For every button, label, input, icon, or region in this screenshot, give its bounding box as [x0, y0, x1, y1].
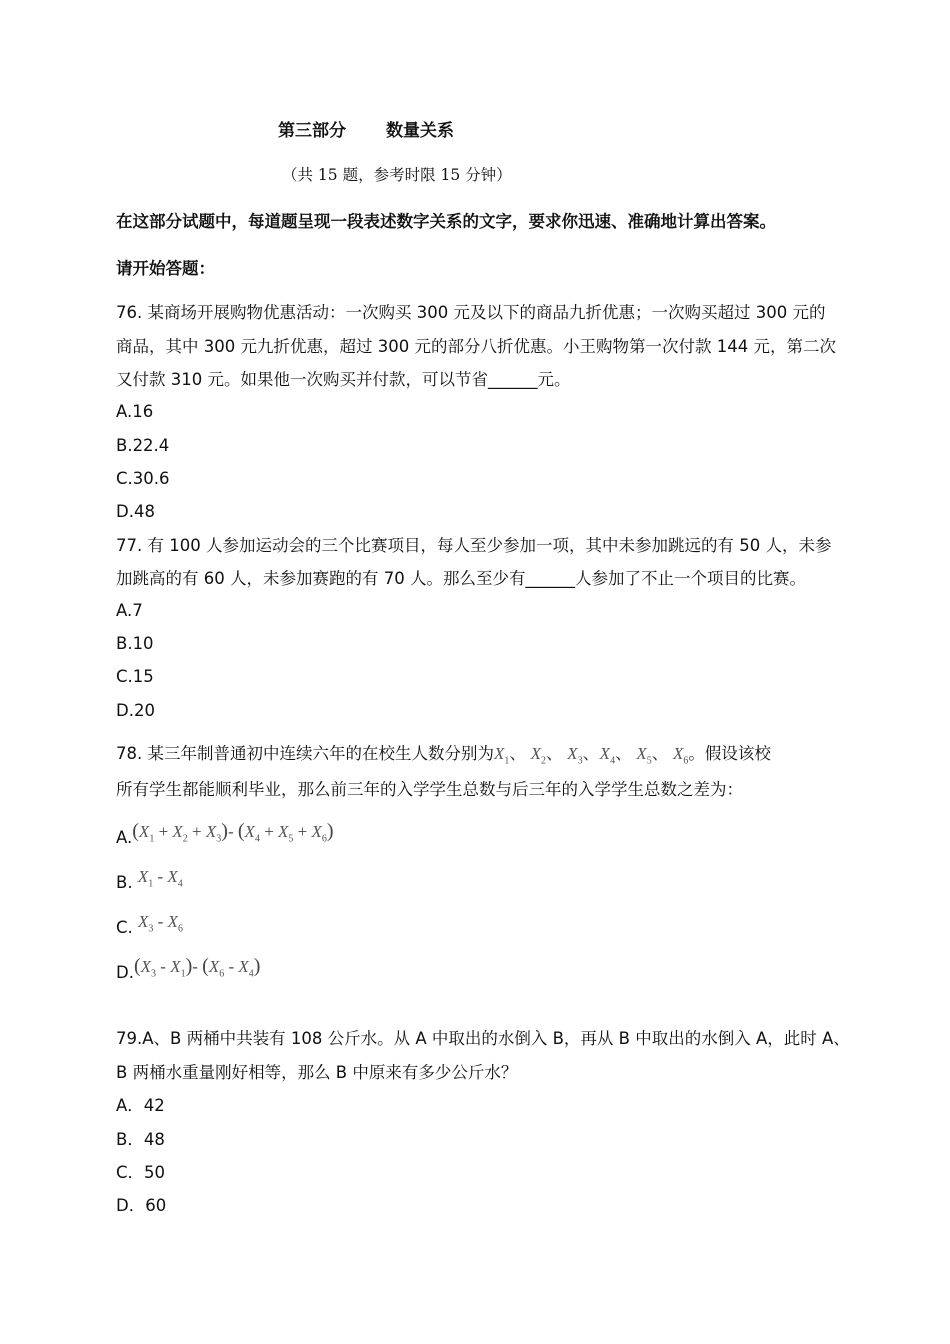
q76-option-b: B.22.4 — [116, 436, 170, 455]
q76-option-a: A.16 — [116, 402, 154, 421]
section-title — [278, 116, 454, 141]
q78-option-a — [116, 820, 334, 850]
q76-text-line2: 商品，其中 300 元九折优惠，超过 300 元的部分八折优惠。小王购物第一次付款 144 元，第二次 — [116, 337, 836, 356]
q77-option-d: D.20 — [116, 701, 155, 720]
q79-text-line1: 79.A、B 两桶中共装有 108 公斤水。从 A 中取出的水倒入 B，再从 B 中取出的水倒入 A，此时 A、 — [116, 1029, 850, 1048]
q78-text-line2: 所有学生都能顺利毕业，那么前三年的入学学生总数与后三年的入学学生总数之差为： — [116, 780, 743, 799]
section-name: 数量关系 — [386, 121, 454, 141]
q78-text-prefix: 78. 某三年制普通初中连续六年的在校生人数分别为 — [116, 744, 494, 763]
instruction: 在这部分试题中，每道题呈现一段表述数字关系的文字，要求你迅速、准确地计算出答案。 — [116, 212, 776, 231]
q78-text-suffix: 。假设该校 — [688, 744, 771, 763]
q77-option-a: A.7 — [116, 601, 143, 620]
q77-option-b: B.10 — [116, 634, 154, 653]
q79-option-b: B．48 — [116, 1130, 165, 1149]
q77-option-c: C.15 — [116, 667, 154, 686]
q78-option-c-formula: $X_3 - X_6$ — [138, 912, 183, 935]
section-subtitle: （共 15 题，参考时限 15 分钟） — [282, 166, 512, 184]
q79-option-a: A．42 — [116, 1096, 165, 1115]
q78-option-d — [116, 955, 260, 985]
q78-text-line1 — [116, 743, 771, 772]
start-prompt: 请开始答题： — [116, 259, 215, 278]
q78-option-b — [116, 866, 183, 895]
q78-option-d-label: D. — [116, 963, 134, 982]
q79-text-line2: B 两桶水重量刚好相等，那么 B 中原来有多少公斤水？ — [116, 1063, 518, 1082]
q79-option-d: D．60 — [116, 1196, 167, 1215]
q78-option-c-label: C. — [116, 918, 133, 937]
q76-option-d: D.48 — [116, 502, 155, 521]
q77-text-line1: 77. 有 100 人参加运动会的三个比赛项目，每人至少参加一项，其中未参加跳远的有 50 人，未参 — [116, 536, 832, 555]
q76-text-line3: 又付款 310 元。如果他一次购买并付款，可以节省______元。 — [116, 370, 571, 389]
q78-option-a-label: A. — [116, 828, 133, 847]
q78-variables-formula: $X_1$、 $X_2$、 $X_3$、$X_4$、 $X_5$、 $X_6$ — [494, 744, 689, 767]
q78-option-b-formula: $X_1 - X_4$ — [137, 867, 183, 890]
q78-option-c — [116, 911, 183, 940]
q78-option-a-formula: $(X_1 + X_2 + X_3)-$ $(X_4 + X_5 + X_6)$ — [132, 820, 334, 845]
q78-option-b-label: B. — [116, 873, 133, 892]
q77-text-line2: 加跳高的有 60 人，未参加赛跑的有 70 人。那么至少有______人参加了不止一个项目的比赛。 — [116, 569, 806, 588]
q79-option-c: C．50 — [116, 1163, 166, 1182]
q78-option-d-formula: $(X_3 - X_1)-$ $(X_6 - X_4)$ — [133, 955, 261, 980]
q76-text-line1: 76. 某商场开展购物优惠活动：一次购买 300 元及以下的商品九折优惠；一次购买超过 300 元的 — [116, 303, 826, 322]
section-part: 第三部分 — [278, 121, 346, 141]
q76-option-c: C.30.6 — [116, 469, 170, 488]
